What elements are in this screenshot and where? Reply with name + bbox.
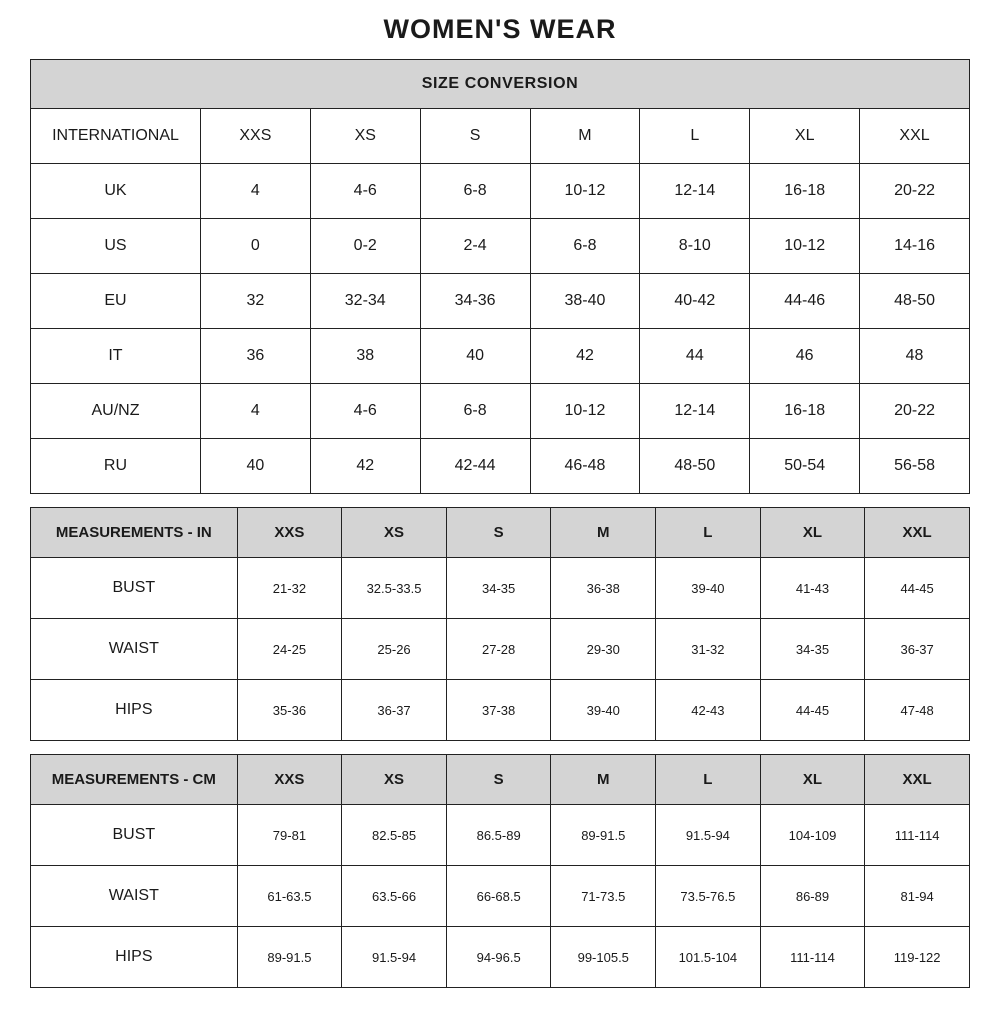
value-cell: 4-6 <box>310 164 420 219</box>
value-cell: 40 <box>200 439 310 494</box>
row-label: BUST <box>31 805 238 866</box>
value-cell: 4 <box>200 384 310 439</box>
value-cell: 6-8 <box>530 219 640 274</box>
row-label: RU <box>31 439 201 494</box>
value-cell: 34-35 <box>446 558 551 619</box>
header-size-cell: XXL <box>860 109 970 164</box>
value-cell: 32 <box>200 274 310 329</box>
table-row <box>31 329 970 384</box>
row-label: BUST <box>31 558 238 619</box>
value-cell: 101.5-104 <box>656 927 761 988</box>
value-cell: 16-18 <box>750 164 860 219</box>
header-size-cell: S <box>420 109 530 164</box>
table-row <box>31 805 970 866</box>
measurements-cm-table <box>30 754 970 988</box>
value-cell: 42-43 <box>656 680 761 741</box>
value-cell: 48 <box>860 329 970 384</box>
measurements-in-table <box>30 507 970 741</box>
header-size-cell: XS <box>342 508 447 558</box>
table-row <box>31 219 970 274</box>
header-row-label: MEASUREMENTS - CM <box>31 755 238 805</box>
value-cell: 29-30 <box>551 619 656 680</box>
table-row <box>31 680 970 741</box>
row-label: US <box>31 219 201 274</box>
header-size-cell: XS <box>310 109 420 164</box>
value-cell: 34-36 <box>420 274 530 329</box>
value-cell: 111-114 <box>760 927 865 988</box>
value-cell: 10-12 <box>530 164 640 219</box>
value-cell: 119-122 <box>865 927 970 988</box>
value-cell: 4 <box>200 164 310 219</box>
value-cell: 36-38 <box>551 558 656 619</box>
value-cell: 104-109 <box>760 805 865 866</box>
value-cell: 0 <box>200 219 310 274</box>
size-conversion-header-row <box>31 109 970 164</box>
header-size-cell: XXL <box>865 508 970 558</box>
size-conversion-table <box>30 59 970 494</box>
value-cell: 89-91.5 <box>237 927 342 988</box>
size-conversion-body <box>31 164 970 494</box>
table-row <box>31 384 970 439</box>
value-cell: 32.5-33.5 <box>342 558 447 619</box>
header-size-cell: XL <box>750 109 860 164</box>
table-row <box>31 619 970 680</box>
value-cell: 20-22 <box>860 384 970 439</box>
value-cell: 36-37 <box>342 680 447 741</box>
value-cell: 79-81 <box>237 805 342 866</box>
size-conversion-title: SIZE CONVERSION <box>31 60 970 109</box>
table-row <box>31 558 970 619</box>
value-cell: 2-4 <box>420 219 530 274</box>
value-cell: 50-54 <box>750 439 860 494</box>
page-title: WOMEN'S WEAR <box>383 14 617 44</box>
value-cell: 34-35 <box>760 619 865 680</box>
table-row <box>31 274 970 329</box>
header-size-cell: L <box>656 508 761 558</box>
header-size-cell: XXS <box>237 755 342 805</box>
value-cell: 14-16 <box>860 219 970 274</box>
value-cell: 10-12 <box>530 384 640 439</box>
value-cell: 6-8 <box>420 164 530 219</box>
value-cell: 56-58 <box>860 439 970 494</box>
measurements-in-header-row <box>31 508 970 558</box>
header-size-cell: XXL <box>865 755 970 805</box>
header-size-cell: M <box>551 508 656 558</box>
value-cell: 10-12 <box>750 219 860 274</box>
value-cell: 86-89 <box>760 866 865 927</box>
value-cell: 38-40 <box>530 274 640 329</box>
value-cell: 8-10 <box>640 219 750 274</box>
measurements-cm-header-row <box>31 755 970 805</box>
header-row-label: INTERNATIONAL <box>31 109 201 164</box>
value-cell: 111-114 <box>865 805 970 866</box>
value-cell: 47-48 <box>865 680 970 741</box>
row-label: HIPS <box>31 680 238 741</box>
value-cell: 38 <box>310 329 420 384</box>
header-size-cell: S <box>446 755 551 805</box>
value-cell: 0-2 <box>310 219 420 274</box>
value-cell: 48-50 <box>640 439 750 494</box>
header-size-cell: M <box>530 109 640 164</box>
value-cell: 48-50 <box>860 274 970 329</box>
value-cell: 73.5-76.5 <box>656 866 761 927</box>
value-cell: 31-32 <box>656 619 761 680</box>
measurements-in-body <box>31 558 970 741</box>
header-size-cell: L <box>640 109 750 164</box>
value-cell: 42 <box>310 439 420 494</box>
value-cell: 40 <box>420 329 530 384</box>
value-cell: 63.5-66 <box>342 866 447 927</box>
header-size-cell: XS <box>342 755 447 805</box>
row-label: AU/NZ <box>31 384 201 439</box>
value-cell: 25-26 <box>342 619 447 680</box>
value-cell: 39-40 <box>551 680 656 741</box>
header-row-label: MEASUREMENTS - IN <box>31 508 238 558</box>
value-cell: 44-45 <box>865 558 970 619</box>
header-size-cell: M <box>551 755 656 805</box>
value-cell: 42-44 <box>420 439 530 494</box>
value-cell: 35-36 <box>237 680 342 741</box>
row-label: WAIST <box>31 619 238 680</box>
table-row <box>31 927 970 988</box>
row-label: WAIST <box>31 866 238 927</box>
header-size-cell: XL <box>760 508 865 558</box>
value-cell: 82.5-85 <box>342 805 447 866</box>
value-cell: 91.5-94 <box>656 805 761 866</box>
value-cell: 20-22 <box>860 164 970 219</box>
value-cell: 86.5-89 <box>446 805 551 866</box>
value-cell: 91.5-94 <box>342 927 447 988</box>
size-conversion-caption-row <box>31 60 970 109</box>
value-cell: 46-48 <box>530 439 640 494</box>
table-row <box>31 439 970 494</box>
value-cell: 37-38 <box>446 680 551 741</box>
table-row <box>31 164 970 219</box>
header-size-cell: XL <box>760 755 865 805</box>
row-label: IT <box>31 329 201 384</box>
header-size-cell: L <box>656 755 761 805</box>
value-cell: 39-40 <box>656 558 761 619</box>
value-cell: 89-91.5 <box>551 805 656 866</box>
value-cell: 12-14 <box>640 384 750 439</box>
value-cell: 16-18 <box>750 384 860 439</box>
value-cell: 41-43 <box>760 558 865 619</box>
value-cell: 99-105.5 <box>551 927 656 988</box>
table-row <box>31 866 970 927</box>
value-cell: 71-73.5 <box>551 866 656 927</box>
value-cell: 81-94 <box>865 866 970 927</box>
value-cell: 4-6 <box>310 384 420 439</box>
header-size-cell: XXS <box>200 109 310 164</box>
value-cell: 36-37 <box>865 619 970 680</box>
value-cell: 12-14 <box>640 164 750 219</box>
row-label: EU <box>31 274 201 329</box>
value-cell: 44 <box>640 329 750 384</box>
row-label: UK <box>31 164 201 219</box>
measurements-cm-body <box>31 805 970 988</box>
value-cell: 44-45 <box>760 680 865 741</box>
header-size-cell: XXS <box>237 508 342 558</box>
row-label: HIPS <box>31 927 238 988</box>
value-cell: 40-42 <box>640 274 750 329</box>
value-cell: 32-34 <box>310 274 420 329</box>
value-cell: 6-8 <box>420 384 530 439</box>
value-cell: 61-63.5 <box>237 866 342 927</box>
value-cell: 42 <box>530 329 640 384</box>
value-cell: 94-96.5 <box>446 927 551 988</box>
value-cell: 27-28 <box>446 619 551 680</box>
value-cell: 66-68.5 <box>446 866 551 927</box>
header-size-cell: S <box>446 508 551 558</box>
value-cell: 21-32 <box>237 558 342 619</box>
value-cell: 24-25 <box>237 619 342 680</box>
value-cell: 44-46 <box>750 274 860 329</box>
value-cell: 46 <box>750 329 860 384</box>
value-cell: 36 <box>200 329 310 384</box>
